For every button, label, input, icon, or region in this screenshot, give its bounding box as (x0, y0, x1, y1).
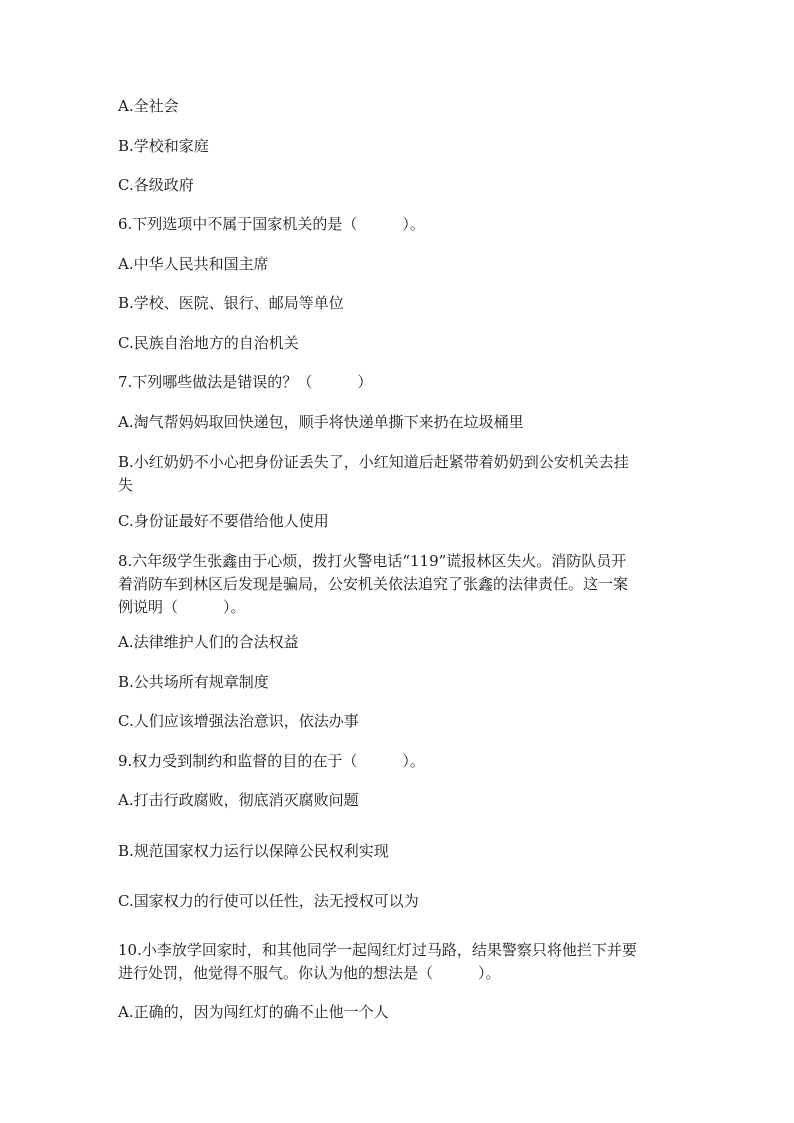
question-10-line-2: 进行处罚，他觉得不服气。你认为他的想法是（ ）。 (118, 964, 501, 982)
question-8-line-1: 8.六年级学生张鑫由于心烦，拨打火警电话“119”谎报林区失火。消防队员开 (118, 552, 627, 570)
q8-option-c: C.人们应该增强法治意识，依法办事 (118, 712, 359, 730)
q9-option-b: B.规范国家权力运行以保障公民权利实现 (118, 842, 389, 860)
question-8-line-2: 着消防车到林区后发现是骗局，公安机关依法追究了张鑫的法律责任。这一案 (118, 575, 629, 593)
q6-option-c: C.民族自治地方的自治机关 (118, 334, 299, 352)
question-7: 7.下列哪些做法是错误的？（ ） (118, 373, 373, 391)
q10-option-a: A.正确的，因为闯红灯的确不止他一个人 (118, 1003, 389, 1021)
question-9: 9.权力受到制约和监督的目的在于（ ）。 (118, 752, 425, 770)
q7-option-b-line-2: 失 (118, 476, 134, 494)
question-10-line-1: 10.小李放学回家时，和其他同学一起闯红灯过马路，结果警察只将他拦下并要 (118, 941, 637, 959)
q8-option-a: A.法律维护人们的合法权益 (118, 633, 299, 651)
question-6: 6.下列选项中不属于国家机关的是（ ）。 (118, 215, 425, 233)
q5-option-b: B.学校和家庭 (118, 137, 209, 155)
q6-option-a: A.中华人民共和国主席 (118, 255, 269, 273)
q7-option-a: A.淘气帮妈妈取回快递包，顺手将快递单撕下来扔在垃圾桶里 (118, 413, 524, 431)
q7-option-c: C.身份证最好不要借给他人使用 (118, 512, 329, 530)
question-8-line-3: 例说明（ ）。 (118, 598, 246, 616)
q6-option-b: B.学校、医院、银行、邮局等单位 (118, 294, 344, 312)
q9-option-c: C.国家权力的行使可以任性，法无授权可以为 (118, 892, 419, 910)
q8-option-b: B.公共场所有规章制度 (118, 673, 269, 691)
q5-option-c: C.各级政府 (118, 176, 194, 194)
q9-option-a: A.打击行政腐败，彻底消灭腐败问题 (118, 791, 359, 809)
q5-option-a: A.全社会 (118, 97, 179, 115)
q7-option-b-line-1: B.小红奶奶不小心把身份证丢失了，小红知道后赶紧带着奶奶到公安机关去挂 (118, 453, 629, 471)
